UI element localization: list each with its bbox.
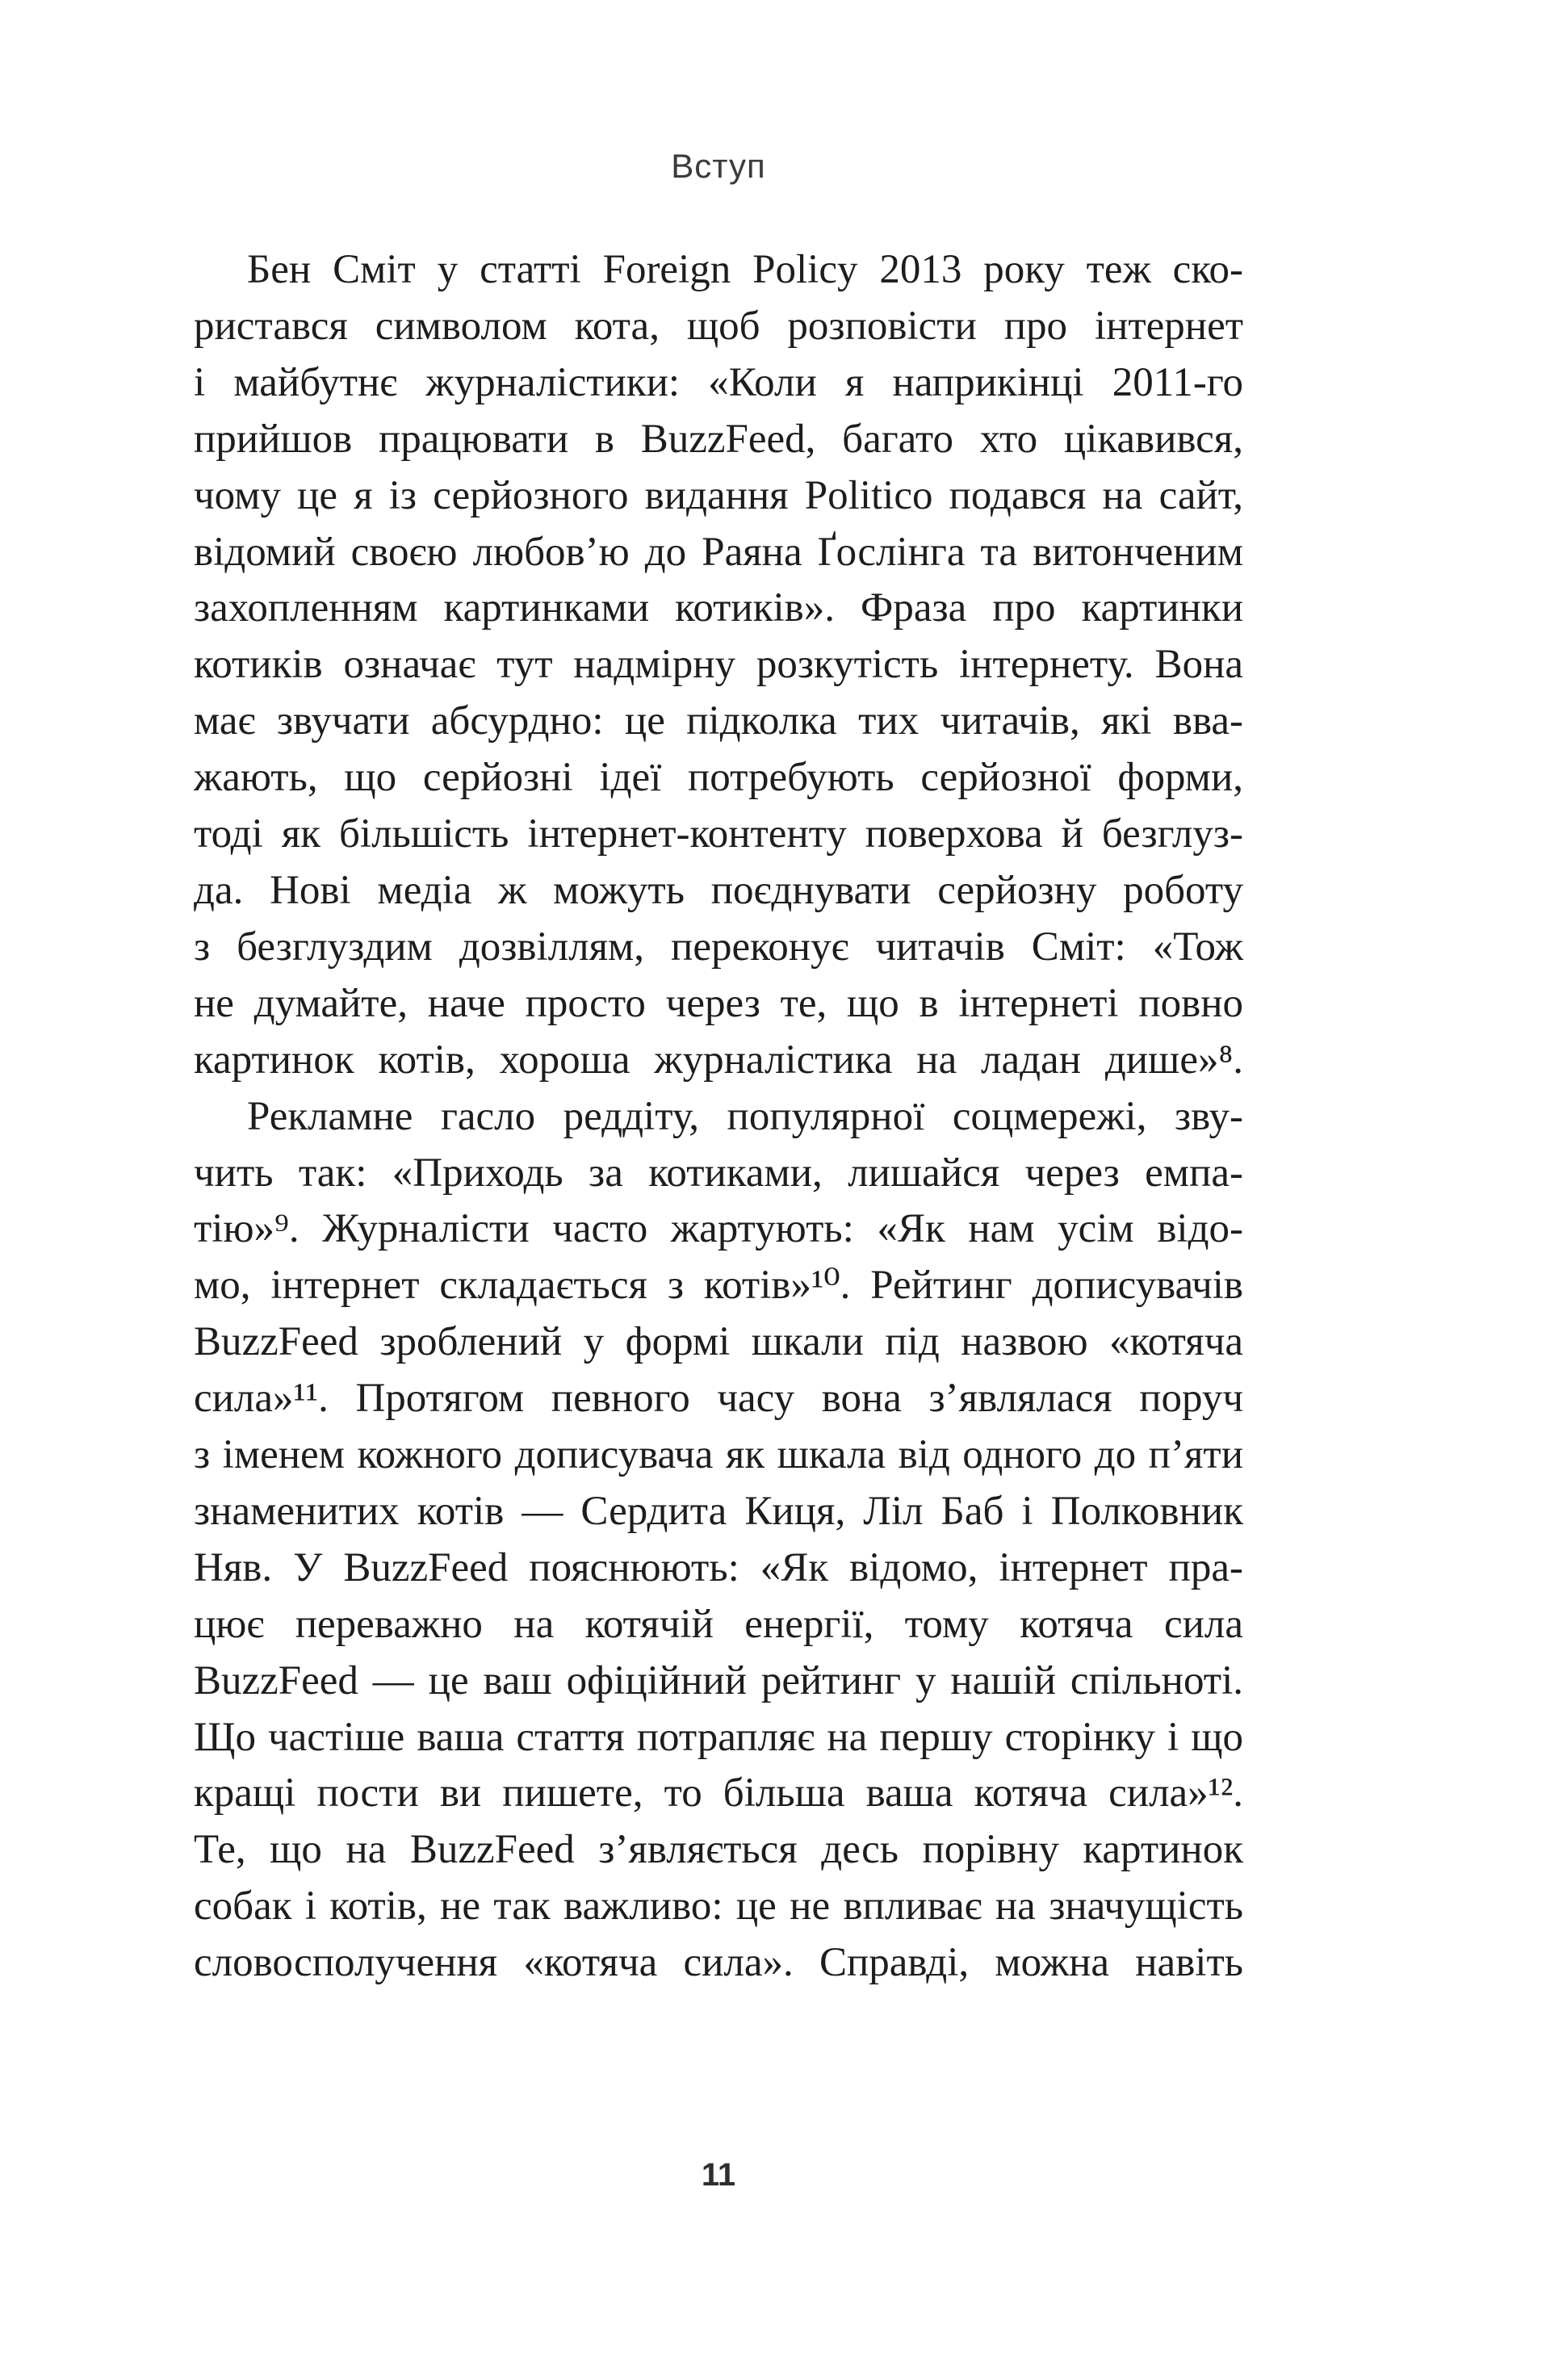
text-line: і майбутнє журналістики: «Коли я наприкінці 2011-го <box>194 359 1243 405</box>
page-number: 11 <box>701 2157 736 2193</box>
text-line: ристався символом кота, щоб розповісти про інтернет <box>194 303 1243 349</box>
text-line: кращі пости ви пишете, то більша ваша котяча сила»¹². <box>194 1770 1243 1816</box>
text-line: тію»⁹. Журналісти часто жартують: «Як нам усім відо- <box>194 1206 1243 1252</box>
body-text <box>194 242 1243 1992</box>
text-line: Рекламне гасло реддіту, популярної соцмережі, зву- <box>247 1093 1243 1139</box>
text-line: тоді як більшість інтернет-контенту поверхова й безглуз- <box>194 811 1243 857</box>
text-line: чить так: «Приходь за котиками, лишайся через емпа- <box>194 1150 1243 1196</box>
text-line: Що частіше ваша стаття потрапляє на першу сторінку і що <box>194 1714 1243 1760</box>
text-line: Бен Сміт у статті Foreign Policy 2013 року теж ско- <box>247 247 1243 292</box>
text-line: жають, що серйозні ідеї потребують серйозної форми, <box>194 755 1243 801</box>
text-line: картинок котів, хороша журналістика на ладан дише»⁸. <box>194 1037 1243 1083</box>
running-head: Вступ <box>671 147 766 185</box>
text-line: з іменем кожного дописувача як шкала від одного до п’яти <box>194 1432 1243 1478</box>
text-line: має звучати абсурдно: це підколка тих читачів, які вва- <box>194 698 1243 744</box>
text-line: сила»¹¹. Протягом певного часу вона з’являлася поруч <box>194 1376 1243 1422</box>
text-line: BuzzFeed зроблений у формі шкали під назвою «котяча <box>194 1319 1243 1365</box>
text-line: мо, інтернет складається з котів»¹⁰. Рейтинг дописувачів <box>194 1263 1243 1309</box>
text-line: чому це я із серйозного видання Politico подався на сайт, <box>194 472 1243 518</box>
text-line: Те, що на BuzzFeed з’являється десь порівну картинок <box>194 1827 1243 1873</box>
text-line: не думайте, наче просто через те, що в інтернеті повно <box>194 980 1243 1026</box>
text-line: захопленням картинками котиків». Фраза про картинки <box>194 585 1243 631</box>
text-line: да. Нові медіа ж можуть поєднувати серйозну роботу <box>194 867 1243 913</box>
text-line: цює переважно на котячій енергії, тому котяча сила <box>194 1601 1243 1647</box>
text-line: котиків означає тут надмірну розкутість інтернету. Вона <box>194 642 1243 688</box>
text-line: BuzzFeed — це ваш офіційний рейтинг у нашій спільноті. <box>194 1657 1243 1703</box>
text-line: відомий своєю любов’ю до Раяна Ґослінга та витонченим <box>194 529 1243 575</box>
text-line: знаменитих котів — Сердита Киця, Ліл Баб і Полковник <box>194 1488 1243 1534</box>
text-line: Няв. У BuzzFeed пояснюють: «Як відомо, інтернет пра- <box>194 1544 1243 1590</box>
text-line: прийшов працювати в BuzzFeed, багато хто цікавився, <box>194 416 1243 462</box>
text-line: з безглуздим дозвіллям, переконує читачів Сміт: «Тож <box>194 924 1243 970</box>
text-line: словосполучення «котяча сила». Справді, можна навіть <box>194 1940 1243 1986</box>
text-line: собак і котів, не так важливо: це не впливає на значущість <box>194 1883 1243 1930</box>
